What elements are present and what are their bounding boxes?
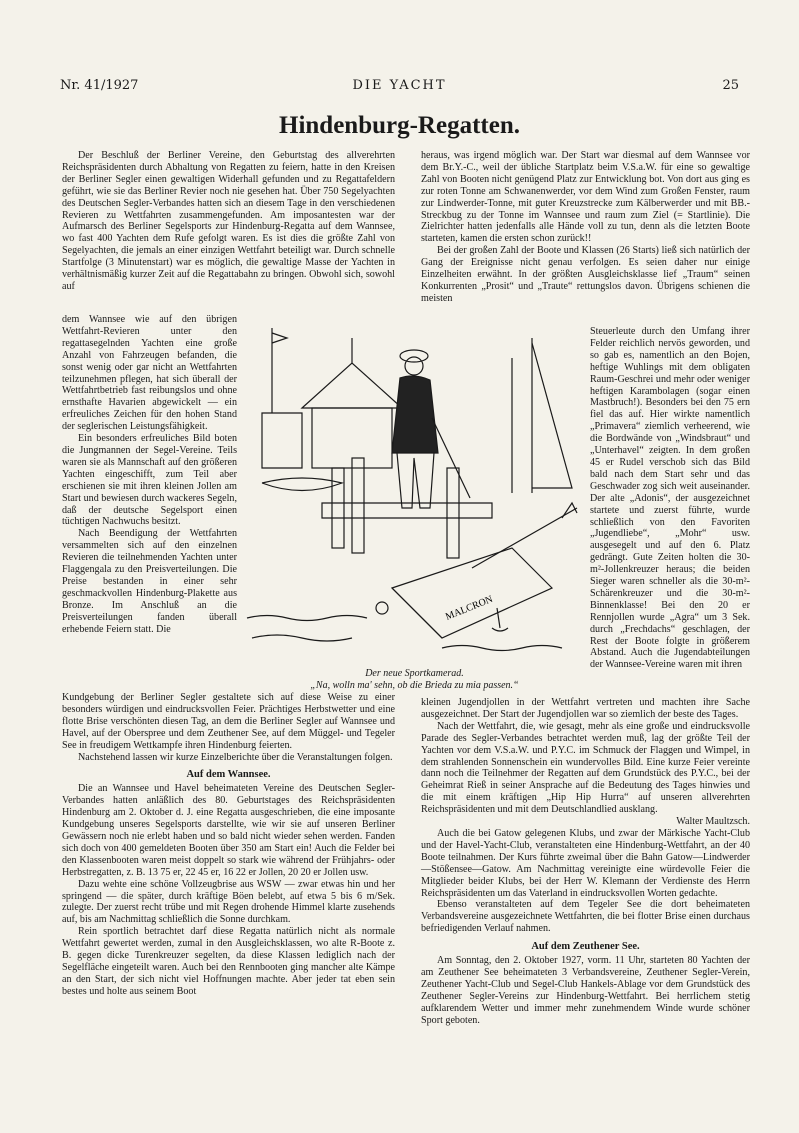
prizes-paragraph: Nach Beendigung der Wettfahrten versammelten sich auf den einzelnen Revieren die teilnehmenden Yachten unter Flaggengala zu den Preisverteilungen. Die Preise bestanden in einer sehr geschmackvollen Hindenburg-Plakette aus Bronze. Im Anschluß an die Preisverteilungen fanden überall erhebende Feiern statt. Die xyxy=(62,528,237,635)
issue-number: Nr. 41/1927 xyxy=(60,78,139,93)
illustration-caption xyxy=(242,668,587,692)
left-column-beside-illustration xyxy=(62,314,237,635)
running-header xyxy=(60,78,739,96)
classes-paragraph: Bei der großen Zahl der Boote und Klassen (26 Starts) ließ sich natürlich der Gang der Ereignisse nicht genau verfolgen. Es seien daher nur einige Einzelheiten erwähnt. In der größten Ausgleichsklasse lief „Traum“ seinen Konkurrenten „Prosit“ und „Traute“ rettungslos davon. Übrigens schienen die meisten xyxy=(421,245,750,304)
intro-column-top xyxy=(62,150,395,293)
wannsee-paragraph-3: Rein sportlich betrachtet darf diese Regatta natürlich nicht als normale Wettfahrt gewertet werden, zumal in den Ausgleichsklassen, wo alte R-Boote z. B. gegen dicke Turenkreuzer segelten, da diese Klassen lediglich nach der Segelfläche eingeteilt waren. Auch bei den Rennbooten ging mancher alte Kämpe an den Start, der sich nicht viel Hoffnungen machte. Aber jeder tat eben sein bestes und holte aus seinem Boot xyxy=(62,926,395,997)
author-signature: Walter Maultzsch. xyxy=(676,816,750,828)
cartoon-illustration xyxy=(242,318,587,663)
wannsee-paragraph-2: Dazu wehte eine schöne Vollzeugbrise aus WSW — zwar etwas hin und her springend — die später, durch kräftige Böen belebt, auf etwa 5 bis 6 m/Sek. zulegte. Der zuerst recht trübe und mit Regen drohende Himmel klarte zusehends auf, bis am Nachmittag schließlich die Sonne durchkam. xyxy=(62,878,395,926)
intro-continued: dem Wannsee wie auf den übrigen Wettfahrt-Revieren unter den regattasegelnden Yachten eine große Anzahl von Fahrzeugen befanden, die sonst wenig oder gar nicht an Wettfahrten teilzunehmen pflegen, hat sich überall der Wettfahrtbetrieb fast reibungslos und ohne ernsthafte Havarien abgewickelt — ein erfreuliches Zeichen für den hohen Stand der seglerischen Leistungsfähigkeit. xyxy=(62,314,237,433)
heading-wannsee: Auf dem Wannsee. xyxy=(186,769,271,781)
start-paragraph: heraus, was irgend möglich war. Der Start war diesmal auf dem Wannsee vor dem Br.Y.-C., weil der übliche Startplatz beim V.S.a.W. für eine so gewaltige Zahl von Booten nicht genügend Platz zur Entwicklung bot. Von dort aus ging es zur roten Tonne am Schwanenwerder, vor dem Wind zum Großen Fenster, raum zur Lindwerder-Tonne, mit guter Kreuzstrecke zum Kälberwerder und mit BB.-Streckbug zu der Tonne im Wannsee und raum zum Ziel (= Startlinie). Die Zielrichter hatten jedenfalls alle Hände voll zu tun, denn als die letzten Boote starteten, kamen die ersten schon zurück!! xyxy=(421,150,750,245)
race-details-paragraph: Steuerleute durch den Umfang ihrer Felder reichlich nervös geworden, und so gab es, namentlich an den Bojen, heftige Wuhlings mit dem obligaten Raum-Geschrei und mehr oder weniger heftigen Karambolagen (sogar einen Mastbruch!). Besonders bei den 75 ern fiel das auf. Hier wirkte namentlich „Primavera“ ziemlich verheerend, wie die Bordwände von „Windsbraut“ und „Unterhavel“ zeigten. In dem großen 45 er Rudel verschob sich das Bild bald nach dem Start sehr und das Geschwader zog sich weit auseinander. Der alte „Adonis“, der ausgezeichnet startete und zuerst führte, wurde schließlich von den Favoriten „Jugendliebe“, „Mohr“ usw. ausgesegelt und auf den 6. Platz gedrängt. Gute Zeiten holten die 30-m²-Jollenkreuzer heraus; die beiden Sieger waren schneller als die 30-m²-Schärenkreuzer und die 30-m²-Binnenklasse! Bei den 20 er Rennjollen wurde „Agra“ um 3 Sek. durch „Frechdachs“ geschlagen, der Rest der Boote folgte in größerem Abstand. Auch die Jugendabteilungen der Wannsee-Vereine waren mit ihren xyxy=(590,326,750,671)
caption-title: Der neue Sportkamerad. xyxy=(365,668,464,679)
page-number: 25 xyxy=(722,78,739,93)
tegel-paragraph: Ebenso veranstalteten auf dem Tegeler See die dort beheimateten Verbandsvereine ausgezeichnete Wettfahrten, die bei flotter Brise einen durchaus befriedigenden Verlauf nahmen. xyxy=(421,899,750,935)
wannsee-paragraph-1: Die an Wannsee und Havel beheimateten Vereine des Deutschen Segler-Verbandes hatten anläßlich des 80. Geburtstages des Reichspräsidenten Hindenburg am 2. Oktober d. J. eine Regatta ausgeschrieben, die eine imposante Kundgebung unseres Segelsports darstellte, wie wir sie auf unseren Berliner Gewässern noch nie erlebt haben und so bald nicht wieder sehen werden. Fanden sich doch von 400 gemeldeten Booten über 350 am Start ein! Auch die Felder bei den Klassenbooten waren meist doppelt so stark wie während der Frühjahrs- oder Herbstregatten, z. B. 13 75 er, 22 45 er, 16 22 er Jollen, 20 20 er Jollen usw. xyxy=(62,783,395,878)
right-column-beside-illustration xyxy=(590,326,750,671)
parade-paragraph: Nach der Wettfahrt, die, wie gesagt, mehr als eine große und eindrucksvolle Parade des Segler-Verbandes betrachtet werden muß, lag der größte Teil der Yachten vor dem V.S.a.W. und P.Y.C. im Schmuck der Flaggen und Wimpel, in dem strahlenden Sonnenschein ein wundervolles Bild. Eine kurze Feier vereinte dann noch die Teilnehmer der Regatten auf dem Grundstück des P.Y.C., bei der Geheimrat Rieß in seiner Ansprache auf die Bedeutung des Tages hinwies und die mit einem kräftigen „Hip Hip Hurra“ auf unseren allverehrten Reichspräsidenten und mit dem Deutschlandlied ausklang. xyxy=(421,720,750,816)
youth-boats-paragraph: kleinen Jugendjollen in der Wettfahrt vertreten und machten ihre Sache ausgezeichnet. Der Start der Jugendjollen war so ziemlich der beste des Tages. xyxy=(421,697,750,720)
heading-zeuthen: Auf dem Zeuthener See. xyxy=(531,941,640,953)
zeuthen-paragraph: Am Sonntag, den 2. Oktober 1927, vorm. 11 Uhr, starteten 80 Yachten der am Zeuthener See beheimateten 3 Verbandsvereine, Zeuthener Segler-Verein, Zeuthener Yacht-Club und Segel-Club Hankels-Ablage vor dem Grundstück des Zeuthener Segler-Vereins zur Hindenburg-Wettfahrt. Bei herrlichem stetig aufklarendem Wetter und immer mehr zunehmendem Winde wurde schöner Sport geboten. xyxy=(421,955,750,1026)
left-column-bottom xyxy=(62,692,395,998)
gatow-paragraph: Auch die bei Gatow gelegenen Klubs, und zwar der Märkische Yacht-Club und der Havel-Yacht-Club, veranstalteten eine Hindenburg-Wettfahrt, an der 40 Boote teilnahmen. Der Kurs führte zweimal über die Bahn Gatow—Lindwerder—Stößensee—Gatow. Am Nachmittag vereinigte eine würdevolle Feier die Mitglieder beider Klubs, bei der Herr W. Klemann der Verdienste des Herrn Reichspräsidenten um das Vaterland in eindrucksvollen Worten gedachte. xyxy=(421,827,750,899)
magazine-name: DIE YACHT xyxy=(352,78,447,93)
celebration-paragraph: Kundgebung der Berliner Segler gestaltete sich auf diese Weise zu einer besonders würdigen und eindrucksvollen Feier. Prächtiges Herbstwetter und eine flotte Brise verschönten diesen Tag, an dem die Berliner Segler auf Wannsee und Havel, auf der Oberspree und dem Zeuthener See, auf dem Müggel- und Tegeler See in freudigem Wettkampfe ihren Hindenburg feierten. xyxy=(62,692,395,751)
reports-intro: Nachstehend lassen wir kurze Einzelberichte über die Veranstaltungen folgen. xyxy=(78,751,393,763)
youth-paragraph: Ein besonders erfreuliches Bild boten die Jungmannen der Segel-Vereine. Teils waren sie als Mannschaft auf den größeren Yachten eingeschifft, zum Teil aber erschienen sie mit ihren kleinen Jollen am Start und bewiesen durch wackeres Segeln, daß der deutsche Segelsport einen tüchtigen Nachwuchs besitzt. xyxy=(62,433,237,528)
boat-name-label: MALCRON xyxy=(444,593,495,623)
right-column-top xyxy=(421,150,750,305)
caption-quote: „Na, wolln ma' sehn, ob die Brieda zu mia passen.“ xyxy=(310,680,519,691)
article-title: Hindenburg-Regatten. xyxy=(279,112,520,139)
intro-paragraph: Der Beschluß der Berliner Vereine, den Geburtstag des allverehrten Reichspräsidenten durch Abhaltung von Regatten zu feiern, hatte in den Kreisen der Berliner Segler einen gewaltigen Widerhall gefunden und zu Regattafeldern geführt, wie sie das Berliner Revier noch nie gesehen hat. Über 750 Segelyachten des Deutschen Segler-Verbandes hatten sich an diesem Tage in den verschiedenen Revieren zu Wettfahrten zusammengefunden. Am imposantesten war der Aufmarsch des Berliner Segelsports zur Hindenburg-Regatta auf dem Wannsee, wo fast 400 Yachten dem Rufe gefolgt waren. Es ist dies die größte Zahl von Segelyachten, die jemals an einer einzigen Wettfahrt beteiligt war. Durch schnelle Startfolge (3 Minutenstart) war es möglich, die gewaltige Masse der Yachten in verhältnismäßig kurzer Zeit auf die Regattabahn zu bringen. Obwohl sich, sowohl auf xyxy=(62,150,395,292)
right-column-bottom xyxy=(421,697,750,1026)
